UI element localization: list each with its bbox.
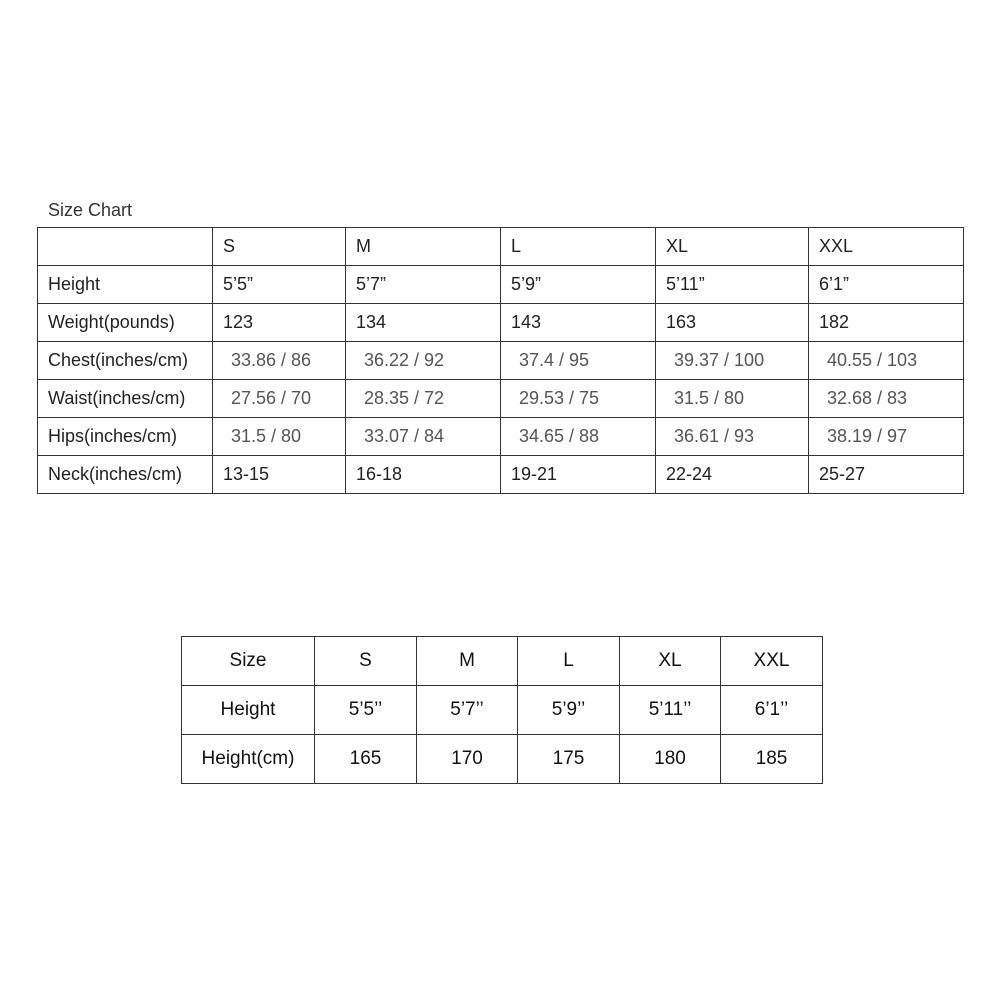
table-cell: 36.22 / 92 xyxy=(346,342,501,380)
table-cell: 19-21 xyxy=(501,456,656,494)
row-label: Chest(inches/cm) xyxy=(38,342,213,380)
size-chart-header-row xyxy=(38,228,964,266)
row-label: Hips(inches/cm) xyxy=(38,418,213,456)
size-chart-title: Size Chart xyxy=(48,200,133,220)
table-cell: 5’7’’ xyxy=(417,686,518,735)
header-cell-size: Size xyxy=(182,637,315,686)
header-cell-blank xyxy=(38,228,213,266)
table-cell: 36.61 / 93 xyxy=(656,418,809,456)
table-cell: 33.07 / 84 xyxy=(346,418,501,456)
table-cell: 175 xyxy=(518,735,620,784)
header-cell-s: S xyxy=(315,637,417,686)
table-cell: 5’7” xyxy=(346,266,501,304)
table-row-height xyxy=(38,266,964,304)
table-cell: 6’1’’ xyxy=(721,686,823,735)
table-row-height-cm xyxy=(182,735,823,784)
header-cell-xxl: XXL xyxy=(809,228,964,266)
table-cell: 16-18 xyxy=(346,456,501,494)
header-cell-xl: XL xyxy=(656,228,809,266)
table-cell: 165 xyxy=(315,735,417,784)
table-cell: 27.56 / 70 xyxy=(213,380,346,418)
table-cell: 39.37 / 100 xyxy=(656,342,809,380)
table-cell: 34.65 / 88 xyxy=(501,418,656,456)
table-cell: 38.19 / 97 xyxy=(809,418,964,456)
table-cell: 5’9” xyxy=(501,266,656,304)
table-cell: 123 xyxy=(213,304,346,342)
row-label: Height xyxy=(182,686,315,735)
table-cell: 25-27 xyxy=(809,456,964,494)
table-cell: 28.35 / 72 xyxy=(346,380,501,418)
table-row-height xyxy=(182,686,823,735)
table-cell: 22-24 xyxy=(656,456,809,494)
row-label: Height xyxy=(38,266,213,304)
row-label: Waist(inches/cm) xyxy=(38,380,213,418)
height-table xyxy=(181,636,823,784)
table-cell: 33.86 / 86 xyxy=(213,342,346,380)
header-cell-s: S xyxy=(213,228,346,266)
size-chart-table xyxy=(37,227,964,494)
table-cell: 5’9’’ xyxy=(518,686,620,735)
table-cell: 182 xyxy=(809,304,964,342)
table-cell: 5’11” xyxy=(656,266,809,304)
table-row-weight xyxy=(38,304,964,342)
header-cell-xxl: XXL xyxy=(721,637,823,686)
table-cell: 40.55 / 103 xyxy=(809,342,964,380)
table-cell: 134 xyxy=(346,304,501,342)
table-row-neck xyxy=(38,456,964,494)
table-cell: 163 xyxy=(656,304,809,342)
table-cell: 185 xyxy=(721,735,823,784)
table-cell: 5’5’’ xyxy=(315,686,417,735)
table-row-hips xyxy=(38,418,964,456)
row-label: Weight(pounds) xyxy=(38,304,213,342)
header-cell-l: L xyxy=(518,637,620,686)
header-cell-m: M xyxy=(417,637,518,686)
header-cell-l: L xyxy=(501,228,656,266)
table-cell: 170 xyxy=(417,735,518,784)
table-cell: 180 xyxy=(620,735,721,784)
table-cell: 5’11’’ xyxy=(620,686,721,735)
table-row-chest xyxy=(38,342,964,380)
table-row-waist xyxy=(38,380,964,418)
table-cell: 32.68 / 83 xyxy=(809,380,964,418)
row-label: Height(cm) xyxy=(182,735,315,784)
table-cell: 37.4 / 95 xyxy=(501,342,656,380)
table-cell: 5’5” xyxy=(213,266,346,304)
table-cell: 31.5 / 80 xyxy=(213,418,346,456)
height-table-header-row xyxy=(182,637,823,686)
table-cell: 143 xyxy=(501,304,656,342)
header-cell-m: M xyxy=(346,228,501,266)
table-cell: 6’1” xyxy=(809,266,964,304)
row-label: Neck(inches/cm) xyxy=(38,456,213,494)
table-cell: 31.5 / 80 xyxy=(656,380,809,418)
table-cell: 13-15 xyxy=(213,456,346,494)
table-cell: 29.53 / 75 xyxy=(501,380,656,418)
header-cell-xl: XL xyxy=(620,637,721,686)
